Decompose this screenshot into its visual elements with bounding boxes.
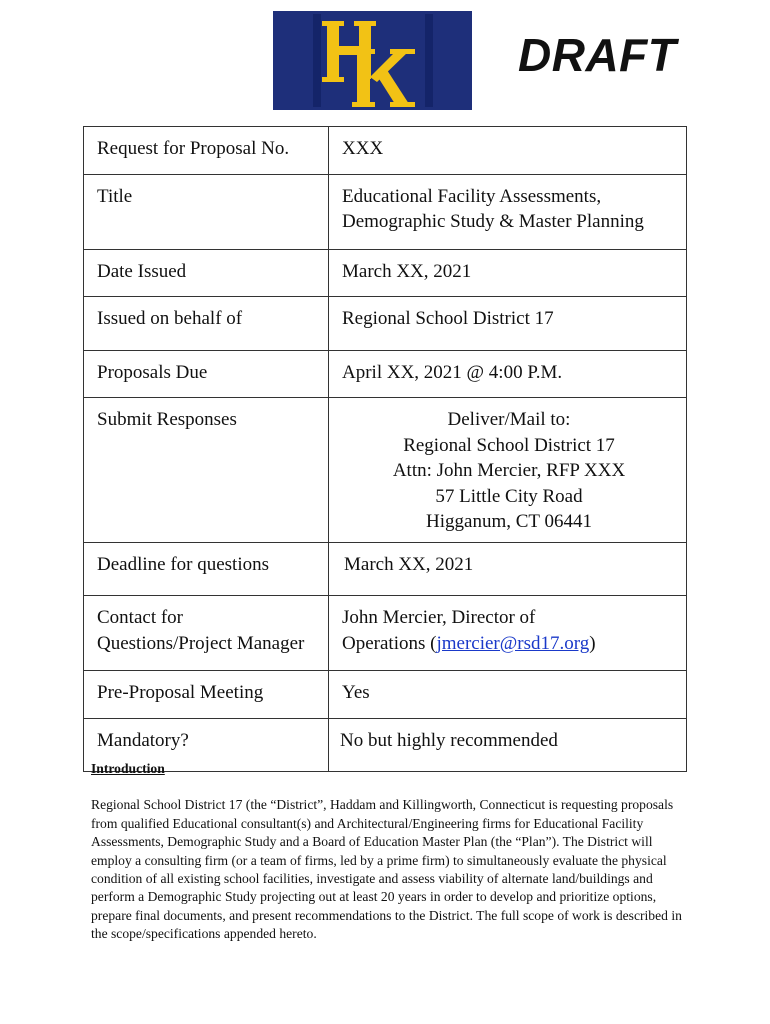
- label-title: Title: [84, 174, 329, 249]
- value-proposals-due: April XX, 2021 @ 4:00 P.M.: [329, 350, 687, 398]
- label-pre-proposal: Pre-Proposal Meeting: [84, 671, 329, 719]
- title-line: Demographic Study & Master Planning: [342, 211, 644, 232]
- table-row: [84, 127, 687, 175]
- introduction-heading: Introduction: [91, 761, 165, 776]
- introduction-body: Regional School District 17 (the “District”, Haddam and Killingworth, Connecticut is requesting proposals from qualified Educational consultant(s) and Architectural/Engineering firms for Educational Facility Assessments, Demographic Study and a Board of Education Master Plan (the “Plan”). The District will employ a consulting firm (or a team of firms, led by a prime firm) to simultaneously evaluate the physical condition of all existing school facilities, investigate and assess viability of alternate land/buildings and perform a Demographic Study projecting out at least 20 years in order to develop and prioritize options, prepare final documents, and present recommendations to the District. The full scope of work is described in the scope/specifications appended hereto.: [91, 797, 682, 942]
- value-mandatory: No but highly recommended: [329, 718, 687, 772]
- contact-line: John Mercier, Director of: [342, 607, 536, 628]
- table-row: [84, 542, 687, 596]
- contact-suffix: ): [589, 632, 596, 654]
- address-line: Higganum, CT 06441: [426, 511, 592, 532]
- label-contact: [84, 596, 329, 671]
- label-proposals-due: Proposals Due: [84, 350, 329, 398]
- introduction-section: [91, 760, 691, 944]
- table-row: [84, 596, 687, 671]
- address-line: Regional School District 17: [403, 434, 615, 456]
- rfp-info-table: [83, 126, 687, 772]
- hk-monogram-icon: [273, 11, 472, 110]
- contact-email-link[interactable]: jmercier@rsd17.org: [436, 632, 590, 654]
- address-line: Deliver/Mail to:: [447, 409, 571, 430]
- contact-prefix: Operations (: [342, 632, 437, 654]
- table-row: [84, 671, 687, 719]
- label-issued-on-behalf: Issued on behalf of: [84, 297, 329, 351]
- label-rfp-number: Request for Proposal No.: [84, 127, 329, 175]
- table-row: [84, 249, 687, 297]
- value-submit-responses: [329, 398, 687, 543]
- district-logo: [273, 11, 472, 110]
- address-line: 57 Little City Road: [435, 485, 583, 507]
- title-line: Educational Facility Assessments,: [342, 185, 602, 207]
- value-pre-proposal: Yes: [329, 671, 687, 719]
- address-line: Attn: John Mercier, RFP XXX: [392, 460, 626, 481]
- contact-label-line: Contact for: [97, 607, 184, 628]
- contact-line: [342, 631, 676, 657]
- value-issued-on-behalf: Regional School District 17: [329, 297, 687, 351]
- label-mandatory: Mandatory?: [84, 718, 329, 772]
- table-row: [84, 398, 687, 543]
- table-row: [84, 297, 687, 351]
- label-submit-responses: Submit Responses: [84, 398, 329, 543]
- contact-label-line: Questions/Project Manager: [97, 632, 305, 654]
- draft-watermark: DRAFT: [518, 29, 677, 81]
- label-date-issued: Date Issued: [84, 249, 329, 297]
- label-deadline-questions: Deadline for questions: [84, 542, 329, 596]
- value-title: [329, 174, 687, 249]
- table-row: [84, 174, 687, 249]
- value-date-issued: March XX, 2021: [329, 249, 687, 297]
- value-deadline-questions: March XX, 2021: [329, 542, 687, 596]
- value-rfp-number: XXX: [329, 127, 687, 175]
- table-row: [84, 350, 687, 398]
- value-contact: [329, 596, 687, 671]
